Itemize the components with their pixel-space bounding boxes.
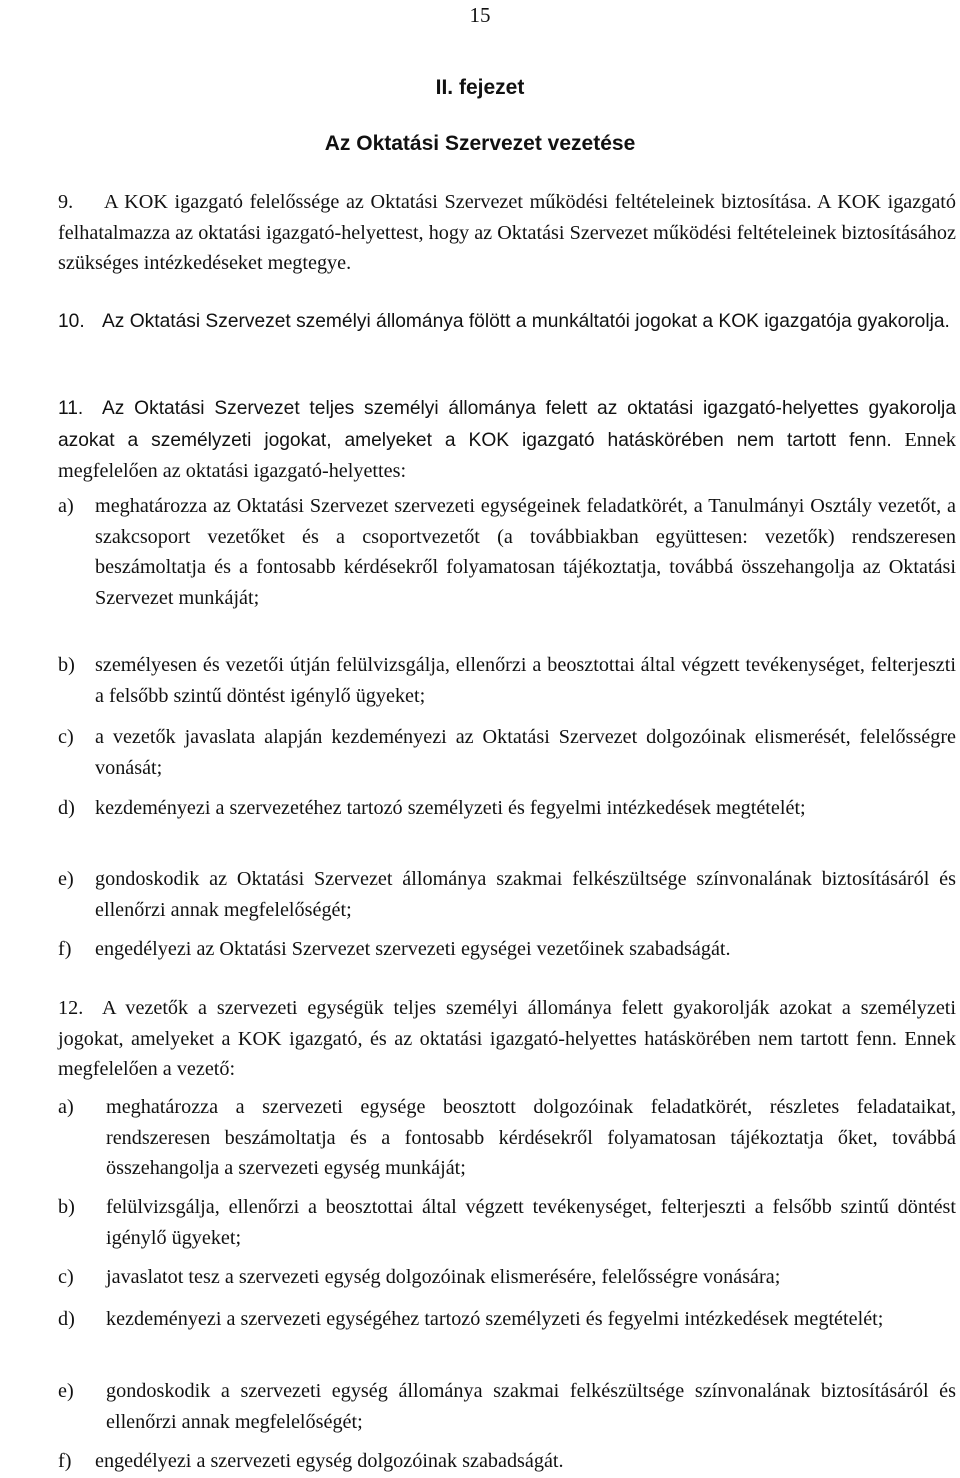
- list-item-label: d): [58, 1308, 75, 1330]
- paragraph-text-sans: Az Oktatási Szervezet teljes személyi állománya felett az oktatási igazgató-helyettes gyakorolja azokat a személyzeti jogokat, amelyeket a KOK igazgató hatáskörében nem tartott fenn.: [58, 398, 956, 451]
- list-item-text: gondoskodik az Oktatási Szervezet állománya szakmai felkészültsége színvonalának biztosításáról és ellenőrzi annak megfelelőségét;: [95, 868, 956, 921]
- list-item-label: f): [58, 938, 72, 960]
- list-item-label: c): [58, 1266, 74, 1288]
- paragraph-text: A KOK igazgató felelőssége az Oktatási Szervezet működési feltételeinek biztosítása. A KOK igazgató felhatalmazza az oktatási igazgató-helyettest, hogy az Oktatási Szervezet működési feltételeinek biztosításához szükséges intézkedéseket megtegye.: [58, 191, 956, 274]
- paragraph-9: [58, 187, 956, 279]
- list-item-text: meghatározza a szervezeti egysége beosztott dolgozóinak feladatkörét, részletes feladataikat, rendszeresen beszámoltatja és a fontosabb kérdésekről folyamatosan tájékoztatja őket, továbbá összehangolja a szervezeti egység munkáját;: [106, 1096, 956, 1179]
- list-item: [58, 1446, 956, 1477]
- list-item-text: engedélyezi a szervezeti egység dolgozóinak szabadságát.: [95, 1450, 564, 1472]
- list-item-label: b): [58, 654, 75, 676]
- list-item-text: javaslatot tesz a szervezeti egység dolgozóinak elismerésére, felelősségre vonására;: [106, 1266, 781, 1288]
- list-item-label: e): [58, 1380, 74, 1402]
- list-item-text: a vezetők javaslata alapján kezdeményezi az Oktatási Szervezet dolgozóinak elismerését, felelősségre vonását;: [95, 726, 956, 779]
- paragraph-11: [58, 393, 956, 487]
- list-item: [58, 864, 956, 925]
- list-item: [58, 934, 956, 965]
- list-item-label: c): [58, 726, 74, 748]
- list-item: [58, 1092, 956, 1184]
- list-item-text: felülvizsgálja, ellenőrzi a beosztottai által végzett tevékenységet, felterjeszti a felsőbb szintű döntést igénylő ügyeket;: [106, 1196, 956, 1249]
- list-item-text: kezdeményezi a szervezetéhez tartozó személyzeti és fegyelmi intézkedések megtételét;: [95, 797, 806, 819]
- list-item: [58, 1304, 956, 1335]
- list-item-label: a): [58, 1096, 74, 1118]
- paragraph-10: [58, 307, 956, 338]
- paragraph-number: 9.: [58, 191, 74, 213]
- paragraph-12: [58, 993, 956, 1085]
- section-title: Az Oktatási Szervezet vezetése: [324, 132, 636, 155]
- list-item-text: engedélyezi az Oktatási Szervezet szervezeti egységei vezetőinek szabadságát.: [95, 938, 731, 960]
- list-item-label: f): [58, 1450, 72, 1472]
- page-number: 15: [469, 3, 491, 27]
- list-item: [58, 793, 956, 824]
- paragraph-number: 11.: [58, 398, 84, 419]
- paragraph-text: Az Oktatási Szervezet személyi állománya fölött a munkáltatói jogokat a KOK igazgatója gyakorolja.: [102, 311, 950, 332]
- list-item: [58, 1192, 956, 1253]
- list-item-label: e): [58, 868, 74, 890]
- paragraph-number: 10.: [58, 311, 85, 332]
- chapter-heading: II. fejezet: [435, 76, 525, 99]
- paragraph-text: A vezetők a szervezeti egységük teljes személyi állománya felett gyakorolják azokat a személyzeti jogokat, amelyeket a KOK igazgató, és az oktatási igazgató-helyettes hatáskörében nem tartott fenn. Ennek megfelelően a vezető:: [58, 997, 956, 1080]
- list-item-text: személyesen és vezetői útján felülvizsgálja, ellenőrzi a beosztottai által végzett tevékenységet, felterjeszti a felsőbb szintű döntést igénylő ügyeket;: [95, 654, 956, 707]
- paragraph-number: 12.: [58, 997, 84, 1019]
- list-item-text: meghatározza az Oktatási Szervezet szervezeti egységeinek feladatkörét, a Tanulmányi Osztály vezetőt, a szakcsoport vezetőket és a csoportvezetőt (a továbbiakban együttesen: vezetők) rendszeresen beszámoltatja és a fontosabb kérdésekről folyamatosan tájékoztatja, továbbá összehangolja az Oktatási Szervezet munkáját;: [95, 495, 956, 609]
- list-item: [58, 722, 956, 783]
- list-item: [58, 1376, 956, 1437]
- list-item-label: d): [58, 797, 75, 819]
- list-item: [58, 650, 956, 711]
- list-item-text: kezdeményezi a szervezeti egységéhez tartozó személyzeti és fegyelmi intézkedések megtételét;: [106, 1308, 884, 1330]
- list-item-label: b): [58, 1196, 75, 1218]
- list-item: [58, 1262, 956, 1293]
- list-item-text: gondoskodik a szervezeti egység állománya szakmai felkészültsége színvonalának biztosításáról és ellenőrzi annak megfelelőségét;: [106, 1380, 956, 1433]
- paragraph-text-serif: Ennek megfelelően az oktatási igazgató-helyettes:: [58, 428, 957, 482]
- list-item: [58, 491, 956, 613]
- list-item-label: a): [58, 495, 74, 517]
